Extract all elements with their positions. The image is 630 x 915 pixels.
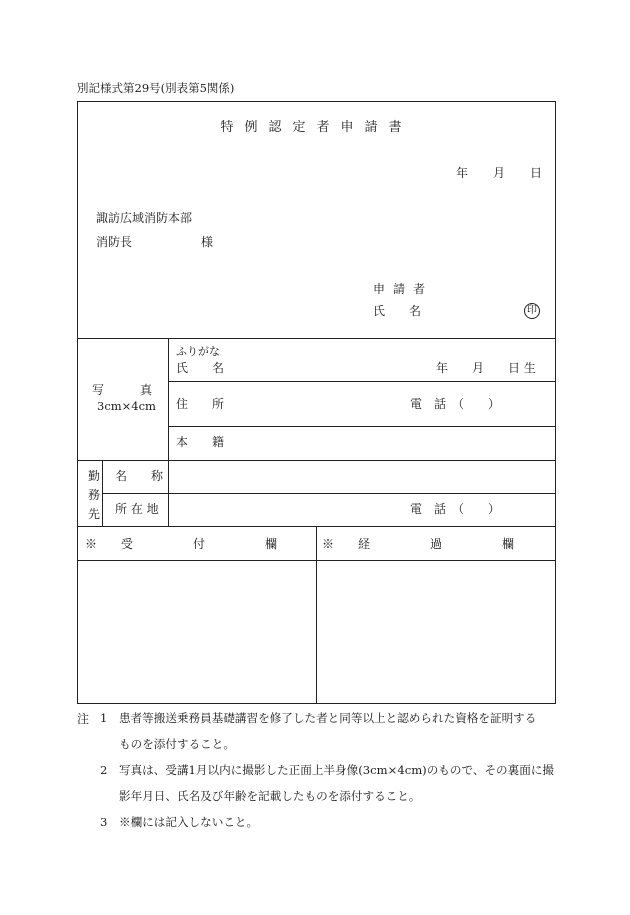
form-number-label: 別記様式第29号(別表第5関係): [77, 81, 235, 95]
date-year-label: 年: [456, 166, 469, 180]
photo-size-label: 3cm×4cm: [97, 399, 156, 413]
furigana-label: ふりがな: [176, 345, 220, 358]
divider-address-row: [168, 426, 556, 427]
addressee-title: 消防長: [96, 235, 133, 249]
seal-mark-icon: 印: [524, 303, 540, 319]
divider-workplace-name-row: [102, 493, 556, 494]
divider-header-bottom: [77, 338, 556, 339]
addressee-organization: 諏訪広域消防本部: [96, 211, 193, 225]
photo-label: 写 真: [92, 383, 153, 397]
birthdate-label: 年 月 日 生: [436, 361, 536, 375]
divider-name-row: [168, 381, 556, 382]
note-item-continuation: ものを添付すること。: [119, 737, 235, 751]
divider-remarks-columns: [316, 526, 317, 704]
progress-column-header: ※ 経 過 欄: [322, 537, 515, 551]
form-title: 特例認定者申請書: [220, 120, 413, 135]
notes-heading: 注: [77, 712, 90, 726]
note-item: 1 患者等搬送乗務員基礎講習を修了した者と同等以上と認められた資格を証明する: [100, 711, 537, 725]
name-label: 氏 名: [176, 361, 225, 375]
workplace-label: 勤務先: [88, 469, 101, 521]
workplace-location-label: 所 在 地: [115, 502, 159, 516]
honseki-label: 本 籍: [176, 435, 225, 449]
note-item-continuation: 影年月日、氏名及び年齢を記載したものを添付すること。: [119, 789, 421, 803]
date-month-label: 月: [493, 166, 506, 180]
divider-photo-column: [168, 338, 169, 526]
divider-honseki-row: [77, 460, 556, 461]
applicant-label: 申請者: [373, 282, 434, 296]
address-label: 住 所: [176, 397, 225, 411]
workplace-name-label: 名 称: [115, 469, 164, 483]
reception-column-header: ※ 受 付 欄: [85, 537, 278, 551]
note-item: 2 写真は、受講1月以内に撮影した正面上半身像(3cm×4cm)のもので、その裏面に撮: [100, 763, 555, 777]
workplace-phone-label: 電 話 （ ）: [410, 502, 501, 516]
addressee-honorific: 様: [201, 235, 214, 249]
applicant-name-label: 氏 名: [373, 304, 422, 318]
divider-workplace-label-column: [102, 460, 103, 526]
address-phone-label: 電 話 （ ）: [410, 397, 501, 411]
note-item: 3 ※欄には記入しないこと。: [100, 815, 259, 829]
date-field: [456, 167, 542, 179]
date-day-label: 日: [530, 166, 543, 180]
